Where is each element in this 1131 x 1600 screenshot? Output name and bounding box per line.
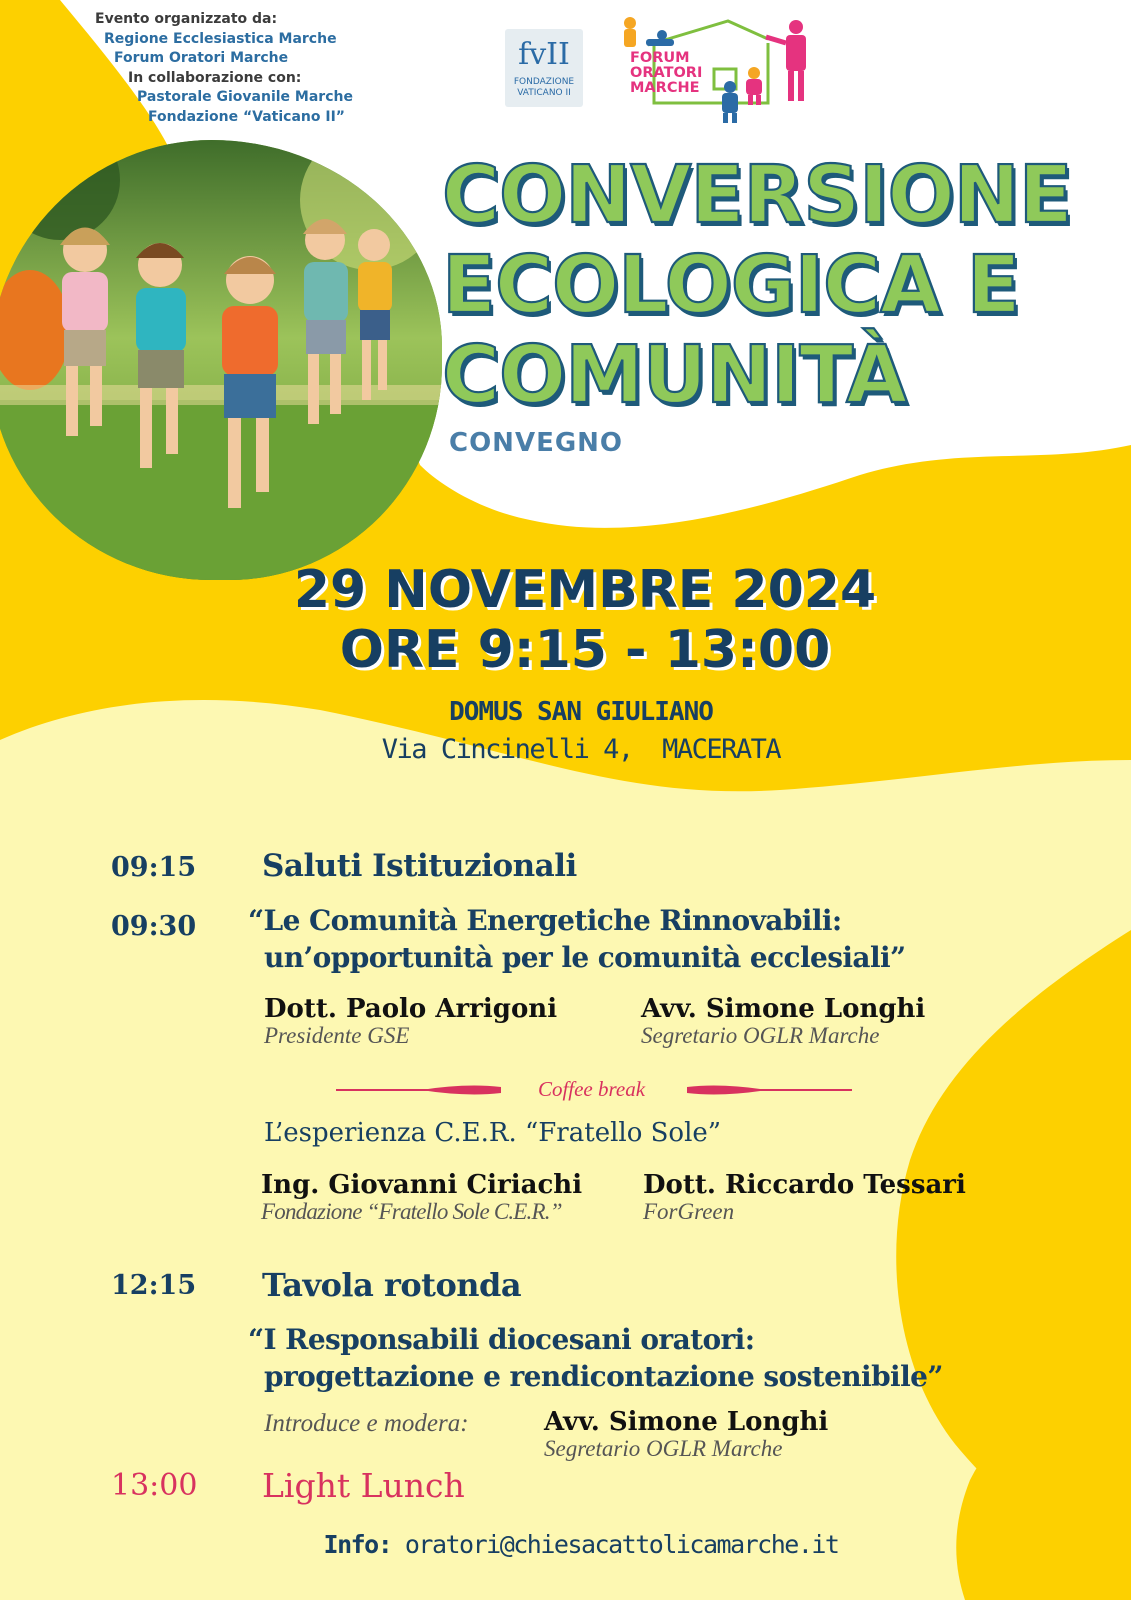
forum-logo-line3: MARCHE bbox=[630, 80, 700, 96]
moderator-label: Introduce e modera: bbox=[264, 1410, 469, 1437]
session-title-2-line-2: un’opportunità per le comunità ecclesiali” bbox=[264, 941, 906, 974]
organizer-forum: Forum Oratori Marche bbox=[114, 50, 289, 66]
title-line-1: CONVERSIONE bbox=[442, 149, 1072, 241]
session-subtitle-3 bbox=[248, 1321, 943, 1395]
session-title-4: Light Lunch bbox=[262, 1466, 465, 1505]
fondazione-logo-line2: VATICANO II bbox=[517, 88, 571, 98]
session-title-2 bbox=[248, 902, 906, 976]
venue-name: DOMUS SAN GIULIANO bbox=[449, 697, 713, 727]
forum-oratori-logo bbox=[618, 15, 828, 127]
moderator-name: Avv. Simone Longhi bbox=[544, 1407, 829, 1437]
speaker-tessari bbox=[643, 1170, 966, 1224]
session-subtitle-3-line-1: “I Responsabili diocesani oratori: bbox=[248, 1323, 755, 1356]
info-line bbox=[0, 1530, 1131, 1559]
speaker-name: Dott. Riccardo Tessari bbox=[643, 1170, 966, 1200]
collaboration-label: In collaborazione con: bbox=[128, 69, 302, 86]
fondazione-vaticano-logo bbox=[505, 29, 583, 107]
organizers-block bbox=[0, 10, 380, 127]
speaker-name: Dott. Paolo Arrigoni bbox=[264, 994, 558, 1024]
session-time-3: 12:15 bbox=[111, 1270, 197, 1301]
fvii-logo-mark: fvII bbox=[518, 37, 570, 72]
forum-logo-line1: FORUM bbox=[630, 50, 690, 66]
session-time-4: 13:00 bbox=[111, 1468, 198, 1503]
collaborator-pastorale: Pastorale Giovanile Marche bbox=[137, 89, 353, 105]
speaker-ciriachi bbox=[261, 1170, 582, 1224]
collaborator-fondazione: Fondazione “Vaticano II” bbox=[148, 108, 345, 125]
cer-experience-title: L’esperienza C.E.R. “Fratello Sole” bbox=[264, 1118, 722, 1148]
title-line-2: ECOLOGICA E bbox=[442, 239, 1020, 331]
speaker-role: Presidente GSE bbox=[264, 1023, 410, 1048]
organized-by-label: Evento organizzato da: bbox=[95, 11, 278, 27]
session-time-1: 09:15 bbox=[111, 852, 197, 883]
event-date: 29 NOVEMBRE 2024 bbox=[293, 560, 877, 620]
speaker-longhi bbox=[641, 994, 925, 1048]
organizer-regione: Regione Ecclesiastica Marche bbox=[104, 30, 337, 47]
session-title-2-line-1: “Le Comunità Energetiche Rinnovabili: bbox=[248, 904, 842, 937]
info-email-link[interactable]: oratori@chiesacattolicamarche.it bbox=[404, 1530, 839, 1559]
session-title-1: Saluti Istituzionali bbox=[262, 848, 577, 884]
session-subtitle-3-line-2: progettazione e rendicontazione sostenibile” bbox=[264, 1360, 943, 1393]
session-time-2: 09:30 bbox=[111, 911, 197, 942]
speaker-name: Avv. Simone Longhi bbox=[641, 994, 926, 1024]
moderator-role: Segretario OGLR Marche bbox=[544, 1436, 783, 1461]
event-subtitle: CONVEGNO bbox=[449, 428, 624, 458]
fondazione-logo-line1: FONDAZIONE bbox=[513, 77, 575, 87]
session-title-3: Tavola rotonda bbox=[262, 1266, 522, 1304]
moderator bbox=[544, 1407, 828, 1461]
forum-logo-line2: ORATORI bbox=[630, 65, 703, 81]
speaker-arrigoni bbox=[264, 994, 557, 1048]
children-running-photo bbox=[0, 140, 442, 580]
speaker-role: Fondazione “Fratello Sole C.E.R.” bbox=[261, 1199, 562, 1224]
venue-address: Via Cincinelli 4, MACERATA bbox=[381, 734, 781, 765]
children-park-illustration bbox=[0, 140, 442, 580]
speaker-name: Ing. Giovanni Ciriachi bbox=[261, 1170, 583, 1200]
info-label: Info: bbox=[323, 1530, 392, 1559]
speaker-role: ForGreen bbox=[643, 1199, 735, 1224]
event-title bbox=[442, 150, 1131, 420]
forum-logo-text bbox=[630, 51, 702, 96]
event-hours: ORE 9:15 - 13:00 bbox=[339, 620, 831, 680]
speaker-role: Segretario OGLR Marche bbox=[641, 1023, 880, 1048]
title-line-3: COMUNITÀ bbox=[442, 329, 907, 421]
coffee-break-label: Coffee break bbox=[537, 1077, 646, 1101]
